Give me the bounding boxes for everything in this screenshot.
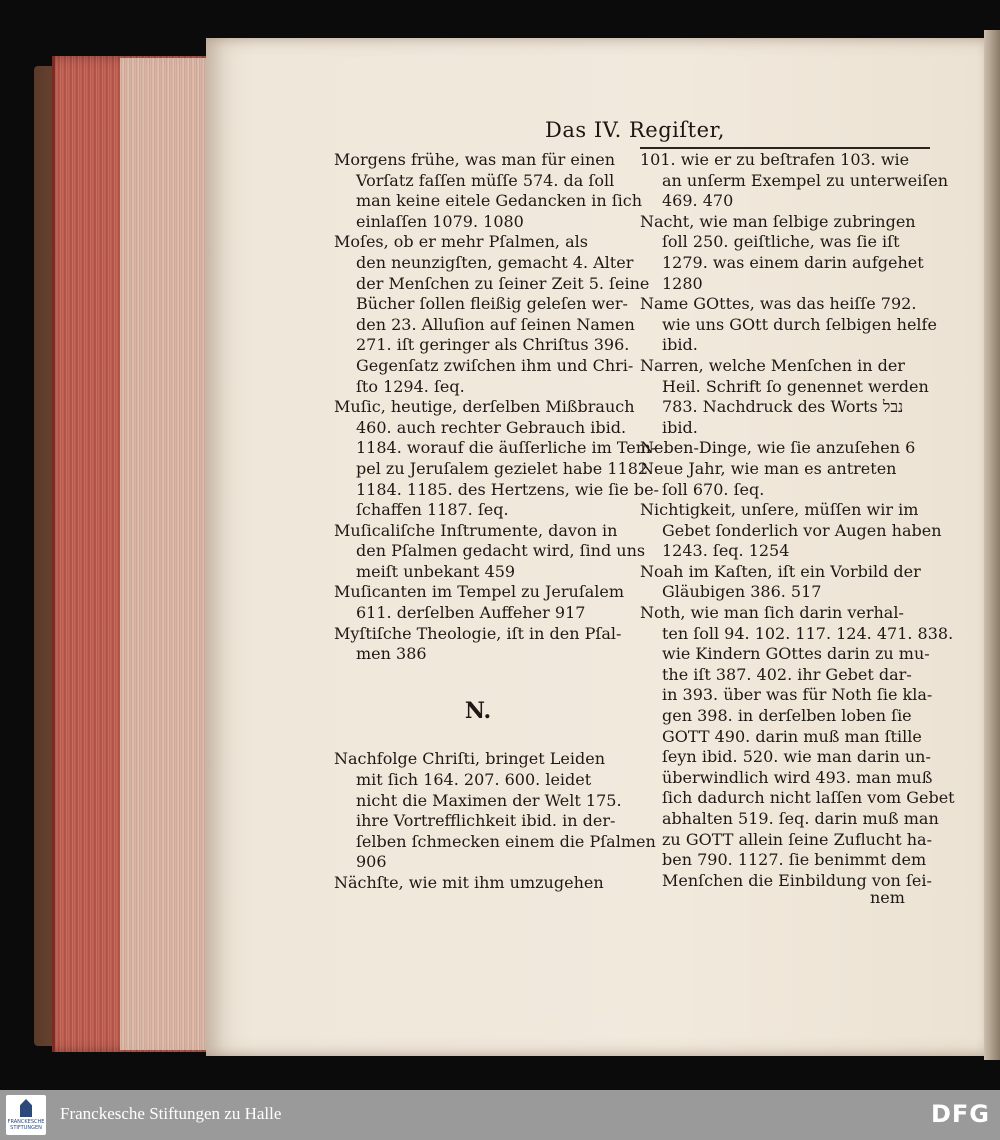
index-entry-line: ſchaffen 1187. ſeq. (356, 500, 509, 520)
index-entry-line: ten ſoll 94. 102. 117. 124. 471. 838. (662, 623, 954, 643)
page-edges-highlight (120, 58, 212, 1050)
left-column (334, 150, 659, 894)
index-entry-line: abhalten 519. ſeq. darin muß man (662, 809, 939, 828)
section-letter: N. (464, 697, 492, 724)
index-entry-headline: Nachfolge Chriſti, bringet Leiden (334, 749, 605, 769)
index-entry-headline: Muſic, heutige, derſelben Mißbrauch (334, 397, 635, 417)
index-entry-line: men 386 (356, 644, 427, 664)
index-entry-line: den neunzigſten, gemacht 4. Alter (356, 252, 634, 272)
index-entry-line: wie Kindern GOttes darin zu mu- (662, 644, 930, 664)
index-entry-line: 271. iſt geringer als Chriſtus 396. (356, 335, 630, 355)
index-entry-headline: Myſtiſche Theologie, iſt in den Pſal- (334, 623, 622, 643)
index-entry-line: wie uns GOtt durch ſelbigen helfe (662, 314, 937, 334)
franckesche-logo[interactable] (6, 1095, 46, 1135)
index-entry-line: Gebet ſonderlich vor Augen haben (662, 520, 942, 540)
logo-text: FRANCKESCHE STIFTUNGEN (7, 1119, 45, 1131)
index-entry-line: überwindlich wird 493. man muß (662, 767, 933, 787)
index-entry-line: 783. Nachdruck des Worts נבל (662, 397, 904, 417)
index-entry-line: Heil. Schrift ſo genennet werden (662, 376, 929, 396)
index-entry (334, 624, 622, 665)
index-entry-headline: Noah im Kaſten, iſt ein Vorbild der (640, 561, 921, 581)
index-entry-headline: Muſicanten im Tempel zu Jeruſalem (334, 582, 625, 602)
index-entry-line: gen 398. in derſelben loben ſie (662, 706, 912, 726)
page-right-edge (984, 30, 1000, 1060)
index-entry-line: 611. derſelben Auffeher 917 (356, 603, 586, 623)
index-entry-headline: 101. wie er zu beſtrafen 103. wie (640, 150, 910, 169)
head-rule (640, 147, 930, 149)
index-entry-line: an unſerm Exempel zu unterweiſen (662, 170, 949, 190)
index-entry-line: zu GOTT allein ſeine Zuflucht ha- (662, 829, 932, 849)
index-entry-line: Gläubigen 386. 517 (662, 582, 822, 602)
index-entry-headline: Narren, welche Menſchen in der (640, 355, 905, 375)
index-entry-line: der Menſchen zu ſeiner Zeit 5. ſeine (356, 273, 650, 293)
index-entry-line: 1184. worauf die äuſſerliche im Tem- (356, 438, 657, 458)
index-entry-line: den Pſalmen gedacht wird, ſind uns (356, 541, 646, 561)
index-entry-headline: Neben-Dinge, wie ſie anzuſehen 6 (640, 438, 916, 458)
index-entry-line: ibid. (662, 335, 698, 355)
index-entry-line: mit ſich 164. 207. 600. leidet (356, 770, 592, 790)
index-entry (334, 397, 659, 521)
index-entry-line: man keine eitele Gedancken in ſich (356, 191, 643, 211)
index-entry-headline: Moſes, ob er mehr Pſalmen, als (334, 232, 588, 252)
index-entry-line: ſoll 670. ſeq. (662, 479, 765, 499)
index-entry-line: GOTT 490. darin muß man ſtille (662, 726, 922, 746)
building-icon (20, 1099, 32, 1117)
index-entry (334, 582, 625, 623)
index-entry-line: ſto 1294. ſeq. (356, 376, 465, 396)
dfg-logo[interactable]: DFG (930, 1100, 990, 1128)
index-entry-headline: Muſicaliſche Inſtrumente, davon in (334, 520, 618, 540)
index-entry (640, 356, 930, 438)
index-entry (640, 212, 930, 294)
index-entry-headline: Noth, wie man ſich darin verhal- (640, 603, 904, 623)
index-entry (640, 500, 942, 562)
index-entry (334, 232, 650, 397)
index-entry (640, 294, 937, 356)
index-entry-line: ibid. (662, 417, 698, 437)
index-entry-line: Menſchen die Einbildung von ſei- (662, 870, 932, 890)
index-entry (640, 459, 930, 500)
index-entry-line: 1243. ſeq. 1254 (662, 541, 790, 561)
index-entry-headline: Morgens frühe, was man für einen (334, 150, 616, 169)
index-entry-line: ſelben ſchmecken einem die Pſalmen (356, 831, 656, 851)
index-entry-line: Vorſatz faſſen müſſe 574. da ſoll (356, 170, 615, 190)
footer-bar (0, 1090, 1000, 1140)
index-entry-headline: Nächſte, wie mit ihm umzugehen (334, 873, 604, 892)
index-entry-line: einlaſſen 1079. 1080 (356, 211, 524, 231)
index-entry-line: 1280 (662, 273, 703, 293)
index-entry (334, 873, 622, 894)
footer-title[interactable]: Franckesche Stiftungen zu Halle (60, 1104, 282, 1123)
index-entry (334, 749, 656, 873)
index-entry-headline: Nichtigkeit, unſere, müſſen wir im (640, 500, 919, 520)
index-entry-line: den 23. Alluſion auf ſeinen Namen (356, 314, 635, 334)
index-entry (640, 562, 930, 603)
index-entry-line: Bücher ſollen fleißig geleſen wer- (356, 294, 628, 314)
running-head: Das IV. Regiſter, (545, 118, 725, 142)
index-entry-line: ben 790. 1127. ſie benimmt dem (662, 850, 927, 870)
catchword: nem (870, 888, 905, 907)
index-entry-line: 1279. was einem darin aufgehet (662, 252, 924, 272)
index-entry-line: 469. 470 (662, 191, 734, 211)
index-entry-line: Gegenſatz zwiſchen ihm und Chri- (356, 355, 634, 375)
index-entry (334, 150, 643, 232)
index-entry (334, 520, 646, 583)
index-entry-line: nicht die Maximen der Welt 175. (356, 790, 622, 810)
index-entry-line: in 393. über was für Noth ſie kla- (662, 685, 933, 705)
index-entry-line: meiſt unbekant 459 (356, 561, 516, 581)
index-entry-line: ſeyn ibid. 520. wie man darin un- (662, 747, 931, 767)
index-entry-headline: Neue Jahr, wie man es antreten (640, 458, 897, 478)
right-column (640, 150, 955, 891)
index-entry-line: 460. auch rechter Gebrauch ibid. (356, 417, 627, 437)
index-entry-line: 906 (356, 852, 387, 872)
index-entry-line: ſich dadurch nicht laſſen vom Gebet (662, 788, 955, 808)
index-entry-line: pel zu Jeruſalem gezielet habe 1182. (356, 458, 654, 478)
index-entry-line: ſoll 250. geiſtliche, was ſie iſt (662, 232, 900, 252)
index-entry-headline: Nacht, wie man ſelbige zubringen (640, 211, 916, 231)
index-entry-headline: Name GOttes, was das heiſſe 792. (640, 294, 917, 314)
index-entry (640, 150, 949, 212)
index-entry-line: 1184. 1185. des Hertzens, wie ſie be- (356, 479, 659, 499)
index-entry-line: the iſt 387. 402. ihr Gebet dar- (662, 664, 912, 684)
index-entry (640, 603, 955, 891)
index-entry-line: ihre Vortrefflichkeit ibid. in der- (356, 811, 616, 831)
index-entry (640, 438, 930, 459)
